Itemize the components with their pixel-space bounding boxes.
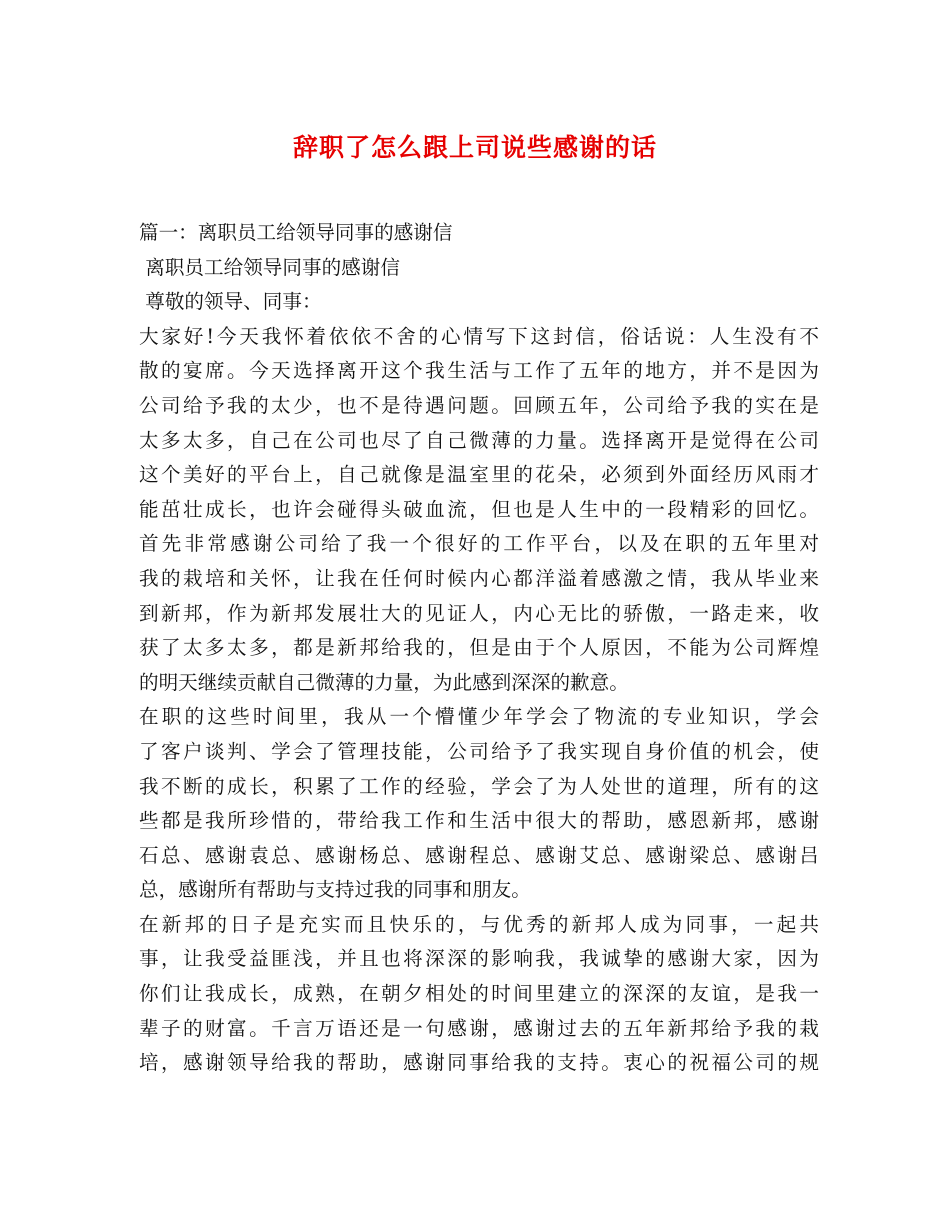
text-line: 在新邦的日子是充实而且快乐的，与优秀的新邦人成为同事，一起共 [139,912,819,936]
text-line: 的明天继续贡献自己微薄的力量，为此感到深深的歉意。 [139,670,629,694]
text-line: 尊敬的领导、同事： [139,290,322,314]
text-line: 能茁壮成长，也许会碰得头破血流，但也是人生中的一段精彩的回忆。 [139,497,819,521]
text-line: 篇一：离职员工给领导同事的感谢信 [139,221,453,244]
text-line: 公司给予我的太少，也不是待遇问题。回顾五年，公司给予我的实在是 [139,393,819,417]
text-line: 首先非常感谢公司给了我一个很好的工作平台，以及在职的五年里对 [139,532,819,556]
text-line: 我不断的成长，积累了工作的经验，学会了为人处世的道理，所有的这 [139,774,819,798]
text-line: 辈子的财富。千言万语还是一句感谢，感谢过去的五年新邦给予我的栽 [139,1016,819,1040]
text-line: 些都是我所珍惜的，带给我工作和生活中很大的帮助，感恩新邦，感谢 [139,809,819,833]
text-line: 我的栽培和关怀，让我在任何时候内心都洋溢着感激之情，我从毕业来 [139,566,819,590]
text-line: 到新邦，作为新邦发展壮大的见证人，内心无比的骄傲，一路走来，收 [139,601,819,625]
document-body [139,216,819,1081]
text-line: 培，感谢领导给我的帮助，感谢同事给我的支持。衷心的祝福公司的规 [139,1051,819,1075]
text-line: 石总、感谢袁总、感谢杨总、感谢程总、感谢艾总、感谢梁总、感谢吕 [139,843,819,867]
text-line: 事，让我受益匪浅，并且也将深深的影响我，我诚挚的感谢大家，因为 [139,947,819,971]
text-line: 这个美好的平台上，自己就像是温室里的花朵，必须到外面经历风雨才 [139,463,819,487]
text-line: 离职员工给领导同事的感谢信 [139,255,400,279]
text-line: 了客户谈判、学会了管理技能，公司给予了我实现自身价值的机会，使 [139,739,819,763]
text-line: 获了太多太多，都是新邦给我的，但是由于个人原因，不能为公司辉煌 [139,636,819,660]
text-line: 总，感谢所有帮助与支持过我的同事和朋友。 [139,878,531,902]
text-line: 散的宴席。今天选择离开这个我生活与工作了五年的地方，并不是因为 [139,359,819,383]
text-line: 太多太多，自己在公司也尽了自己微薄的力量。选择离开是觉得在公司 [139,428,819,452]
text-line: 大家好!今天我怀着依依不舍的心情写下这封信，俗话说：人生没有不 [139,324,819,348]
text-line: 在职的这些时间里，我从一个懵懂少年学会了物流的专业知识，学会 [139,705,819,729]
document-title: 辞职了怎么跟上司说些感谢的话 [292,133,657,162]
text-line: 你们让我成长，成熟，在朝夕相处的时间里建立的深深的友谊，是我一 [139,982,819,1006]
